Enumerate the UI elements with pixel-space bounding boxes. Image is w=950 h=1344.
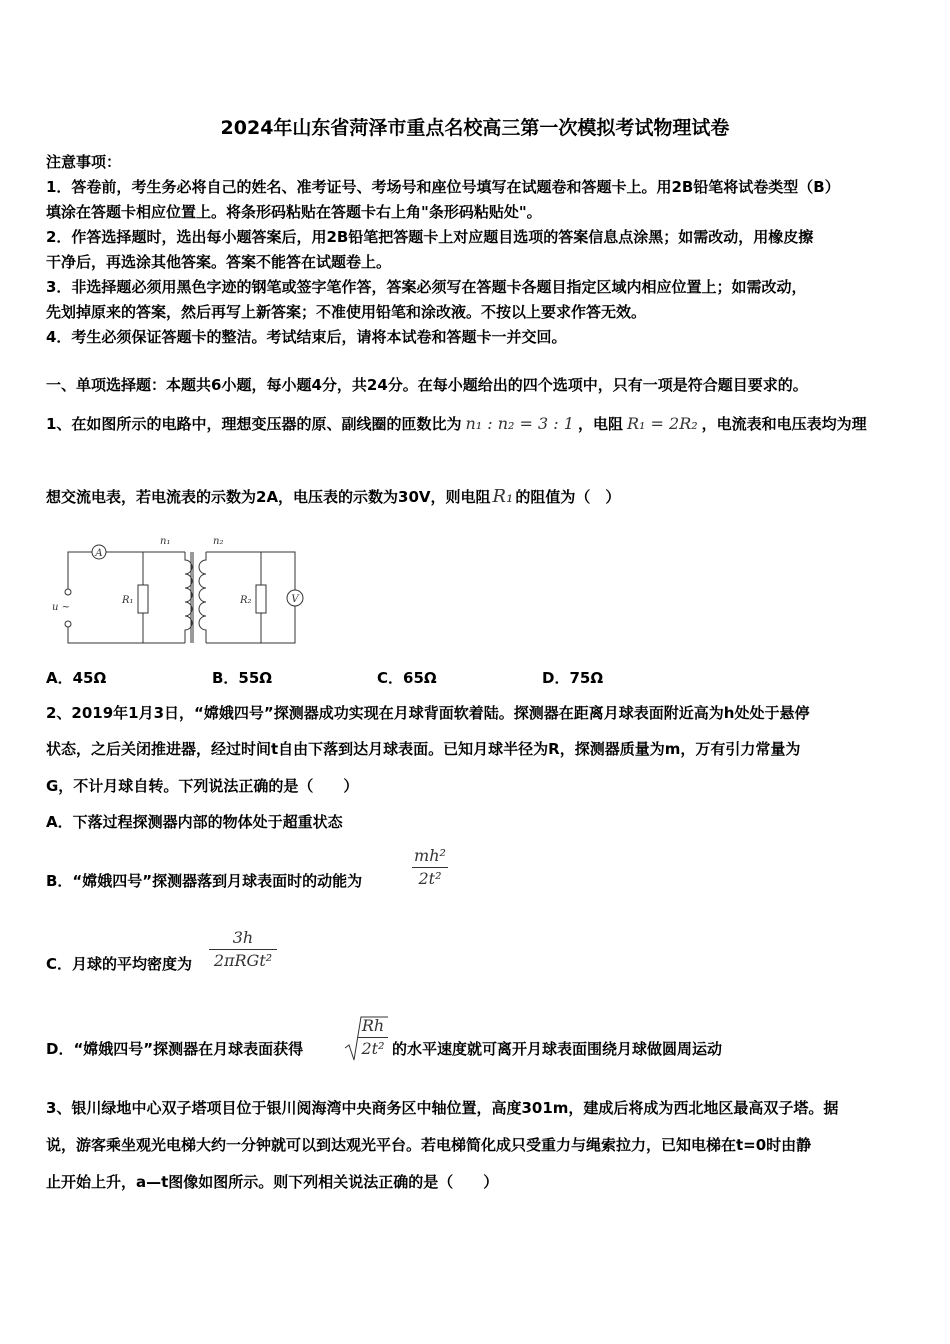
q1-text: ，电流表和电压表均为理: [701, 415, 867, 433]
q2-option-a: A．下落过程探测器内部的物体处于超重状态: [46, 813, 343, 831]
q2-option-d-text2: 的水平速度就可离开月球表面围绕月球做圆周运动: [392, 1040, 723, 1058]
q1-text: 想交流电表，若电流表的示数为2A，电压表的示数为30V，则电阻: [46, 488, 491, 506]
q2-stem-line3: G，不计月球自转。下列说法正确的是（ ）: [46, 777, 359, 795]
notice-heading: 注意事项：: [46, 153, 122, 171]
resistor-r1-icon: [138, 585, 148, 613]
voltmeter-label: V: [291, 594, 299, 605]
r2-label: R₂: [240, 595, 252, 606]
fraction-numerator: Rh: [361, 1016, 385, 1035]
n2-label: n₂: [213, 536, 224, 547]
fraction-numerator: mh²: [414, 846, 446, 865]
q1-options: [0, 666, 950, 690]
fraction-bar: [209, 949, 277, 950]
n1-label: n₁: [160, 536, 171, 547]
notice-line: 填涂在答题卡相应位置上。将条形码粘贴在答题卡右上角"条形码粘贴处"。: [46, 203, 542, 221]
q1-text: 的阻值为（ ）: [515, 488, 621, 506]
q2-option-d-fraction: [358, 1016, 388, 1059]
q1-text: ，电阻: [577, 415, 623, 433]
ammeter-label: A: [95, 548, 103, 559]
q2-option-c-fraction: [209, 928, 277, 971]
fraction-bar: [412, 867, 448, 868]
fraction-numerator: 3h: [232, 928, 254, 947]
q1-option-a: A．45Ω: [46, 669, 107, 687]
q2-option-c: C．月球的平均密度为: [46, 955, 193, 973]
q3-stem-line1: 3、银川绿地中心双子塔项目位于银川阅海湾中央商务区中轴位置，高度301m，建成后将成为西北地区最高双子塔。据: [46, 1099, 839, 1117]
notice-line: 2．作答选择题时，选出每小题答案后，用2B铅笔把答题卡上对应题目选项的答案信息点涂黑；如需改动，用橡皮擦: [46, 228, 814, 246]
q2-stem-line2: 状态，之后关闭推进器，经过时间t自由下落到达月球表面。已知月球半径为R，探测器质量为m，万有引力常量为: [46, 740, 801, 758]
q3-stem-line2: 说，游客乘坐观光电梯大约一分钟就可以到达观光平台。若电梯简化成只受重力与绳索拉力，已知电梯在t=0时由静: [46, 1136, 812, 1154]
resistor-r2-icon: [256, 585, 266, 613]
q3-stem-line3: 止开始上升，a—t图像如图所示。则下列相关说法正确的是（ ）: [46, 1173, 499, 1191]
q1-resistor-formula: R₁ = 2R₂: [626, 414, 698, 433]
secondary-coil-icon: [199, 552, 206, 643]
notice-line: 干净后，再选涂其他答案。答案不能答在试题卷上。: [46, 253, 392, 271]
notice-line: 1．答卷前，考生务必将自己的姓名、准考证号、考场号和座位号填写在试题卷和答题卡上。用2B铅笔将试卷类型（B）: [46, 178, 840, 196]
q1-ratio-formula: n₁ : n₂ = 3 : 1: [465, 414, 574, 433]
notice-line: 3．非选择题必须用黑色字迹的钢笔或签字笔作答，答案必须写在答题卡各题目指定区域内相应位置上；如需改动，: [46, 278, 807, 296]
page-title: 2024年山东省菏泽市重点名校高三第一次模拟考试物理试卷: [220, 117, 730, 139]
q2-option-b-fraction: [412, 846, 448, 889]
q1-stem-line1: [46, 412, 867, 436]
q1-text: 1、在如图所示的电路中，理想变压器的原、副线圈的匝数比为: [46, 415, 462, 433]
fraction-denominator: 2πRGt²: [213, 951, 273, 970]
fraction-bar: [358, 1037, 388, 1038]
q1-circuit-diagram: [52, 532, 317, 650]
fraction-denominator: 2t²: [361, 1039, 385, 1058]
q2-option-d-text: D．“嫦娥四号”探测器在月球表面获得: [46, 1040, 304, 1058]
q1-r1-symbol: R₁: [492, 486, 514, 507]
q2-option-b: B．“嫦娥四号”探测器落到月球表面时的动能为: [46, 872, 363, 890]
source-label: u ~: [52, 602, 70, 613]
section-heading: 一、单项选择题：本题共6小题，每小题4分，共24分。在每小题给出的四个选项中，只有一项是符合题目要求的。: [46, 376, 808, 394]
q1-option-b: B．55Ω: [212, 669, 273, 687]
q1-stem-line2: [46, 485, 620, 509]
notice-line: 先划掉原来的答案，然后再写上新答案；不准使用铅笔和涂改液。不按以上要求作答无效。: [46, 303, 647, 321]
notice-line: 4．考生必须保证答题卡的整洁。考试结束后，请将本试卷和答题卡一并交回。: [46, 328, 567, 346]
r1-label: R₁: [122, 595, 134, 606]
q1-option-d: D．75Ω: [542, 669, 604, 687]
q2-stem-line1: 2、2019年1月3日，“嫦娥四号”探测器成功实现在月球背面软着陆。探测器在距离月球表面附近高为h处处于悬停: [46, 704, 810, 722]
q1-option-c: C．65Ω: [377, 669, 437, 687]
fraction-denominator: 2t²: [418, 869, 442, 888]
